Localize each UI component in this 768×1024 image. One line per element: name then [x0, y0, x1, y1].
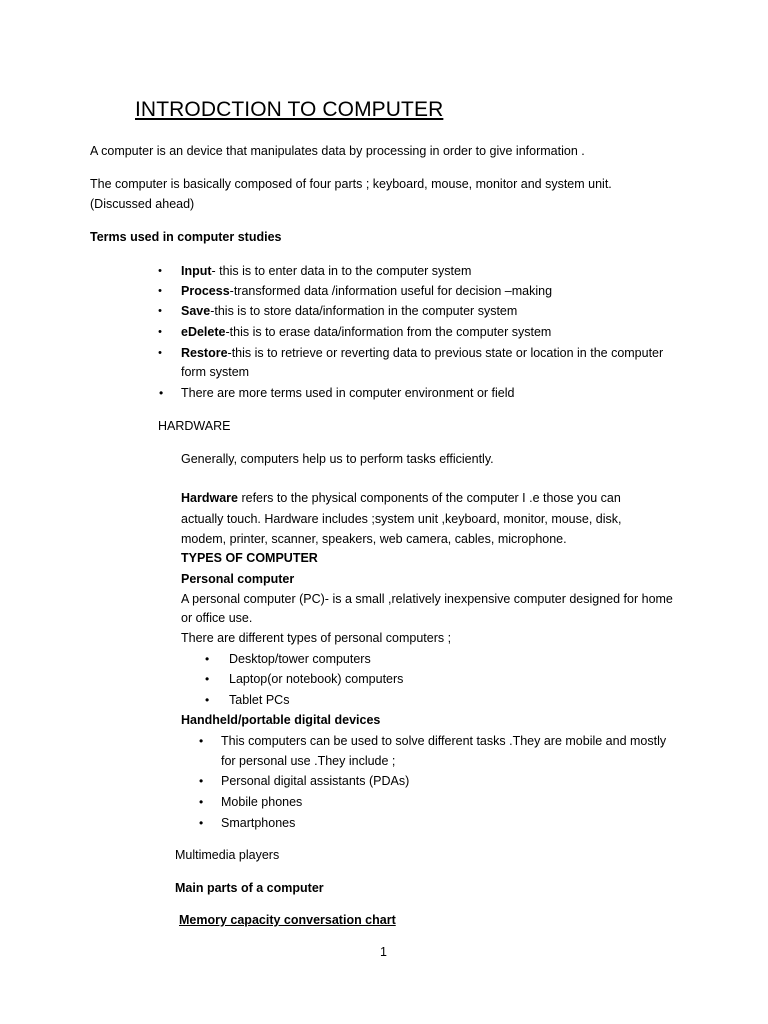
intro-paragraph: A computer is an device that manipulates data by processing in order to give information .: [90, 144, 585, 158]
bullet-icon: •: [205, 693, 210, 707]
handheld-item: Smartphones: [221, 816, 296, 830]
hardware-term: Hardware: [181, 491, 238, 505]
term-desc: -this is to erase data/information from the computer system: [225, 325, 552, 339]
bullet-icon: •: [205, 672, 210, 686]
term-name: Process: [181, 284, 230, 298]
bullet-icon: •: [199, 795, 204, 809]
page-number: 1: [380, 945, 387, 959]
multimedia-text: Multimedia players: [175, 848, 280, 862]
pc-type-item: Desktop/tower computers: [229, 652, 371, 666]
term-desc: -this is to retrieve or reverting data to previous state or location in the computer: [227, 346, 664, 360]
bullet-icon: •: [158, 326, 162, 338]
parts-paragraph-line2: (Discussed ahead): [90, 197, 195, 211]
term-desc: - this is to enter data in to the computer system: [211, 264, 472, 278]
hardware-definition-line2: actually touch. Hardware includes ;system unit ,keyboard, monitor, mouse, disk,: [181, 512, 622, 526]
types-heading: TYPES OF COMPUTER: [181, 551, 318, 565]
term-item-restore: [181, 345, 663, 361]
pc-desc-line1: A personal computer (PC)- is a small ,relatively inexpensive computer designed for home: [181, 592, 673, 606]
hardware-def-text: refers to the physical components of the computer I .e those you can: [237, 491, 621, 505]
handheld-item: Personal digital assistants (PDAs): [221, 774, 410, 788]
bullet-icon: •: [158, 305, 162, 317]
bullet-icon: •: [205, 652, 210, 666]
hardware-definition-line3: modem, printer, scanner, speakers, web camera, cables, microphone.: [181, 532, 567, 546]
handheld-item-cont: for personal use .They include ;: [221, 754, 396, 768]
term-name: Save: [181, 304, 211, 318]
bullet-icon: •: [199, 816, 204, 830]
term-item-restore-cont: form system: [181, 365, 250, 379]
term-name: Restore: [181, 346, 228, 360]
pc-types-intro: There are different types of personal computers ;: [181, 631, 452, 645]
bullet-icon: •: [159, 386, 164, 400]
main-parts-heading: Main parts of a computer: [175, 881, 324, 895]
term-item-process: [181, 283, 552, 299]
parts-paragraph-line1: The computer is basically composed of four parts ; keyboard, mouse, monitor and system unit.: [90, 177, 612, 191]
handheld-item: Mobile phones: [221, 795, 303, 809]
pc-type-item: Tablet PCs: [229, 693, 290, 707]
bullet-icon: •: [199, 734, 204, 748]
term-name: eDelete: [181, 325, 226, 339]
term-item-input: [181, 263, 471, 279]
bullet-icon: •: [158, 285, 162, 297]
bullet-icon: •: [158, 347, 162, 359]
pc-heading: Personal computer: [181, 572, 295, 586]
bullet-icon: •: [158, 265, 162, 277]
term-item-delete: [181, 324, 551, 340]
term-item-more: There are more terms used in computer environment or field: [181, 386, 515, 400]
terms-heading: Terms used in computer studies: [90, 230, 282, 244]
memory-chart-heading: Memory capacity conversation chart: [179, 913, 396, 927]
hardware-intro: Generally, computers help us to perform tasks efficiently.: [181, 452, 494, 466]
handheld-heading: Handheld/portable digital devices: [181, 713, 381, 727]
pc-type-item: Laptop(or notebook) computers: [229, 672, 404, 686]
document-title: INTRODCTION TO COMPUTER: [135, 98, 444, 121]
term-item-save: [181, 303, 517, 319]
bullet-icon: •: [199, 774, 204, 788]
term-name: Input: [181, 264, 212, 278]
hardware-definition-line1: [181, 490, 621, 506]
pc-desc-line2: or office use.: [181, 611, 253, 625]
handheld-item: This computers can be used to solve different tasks .They are mobile and mostly: [221, 734, 667, 748]
term-desc: -transformed data /information useful for decision –making: [229, 284, 553, 298]
term-desc: -this is to store data/information in the computer system: [210, 304, 518, 318]
hardware-heading: HARDWARE: [158, 419, 231, 433]
